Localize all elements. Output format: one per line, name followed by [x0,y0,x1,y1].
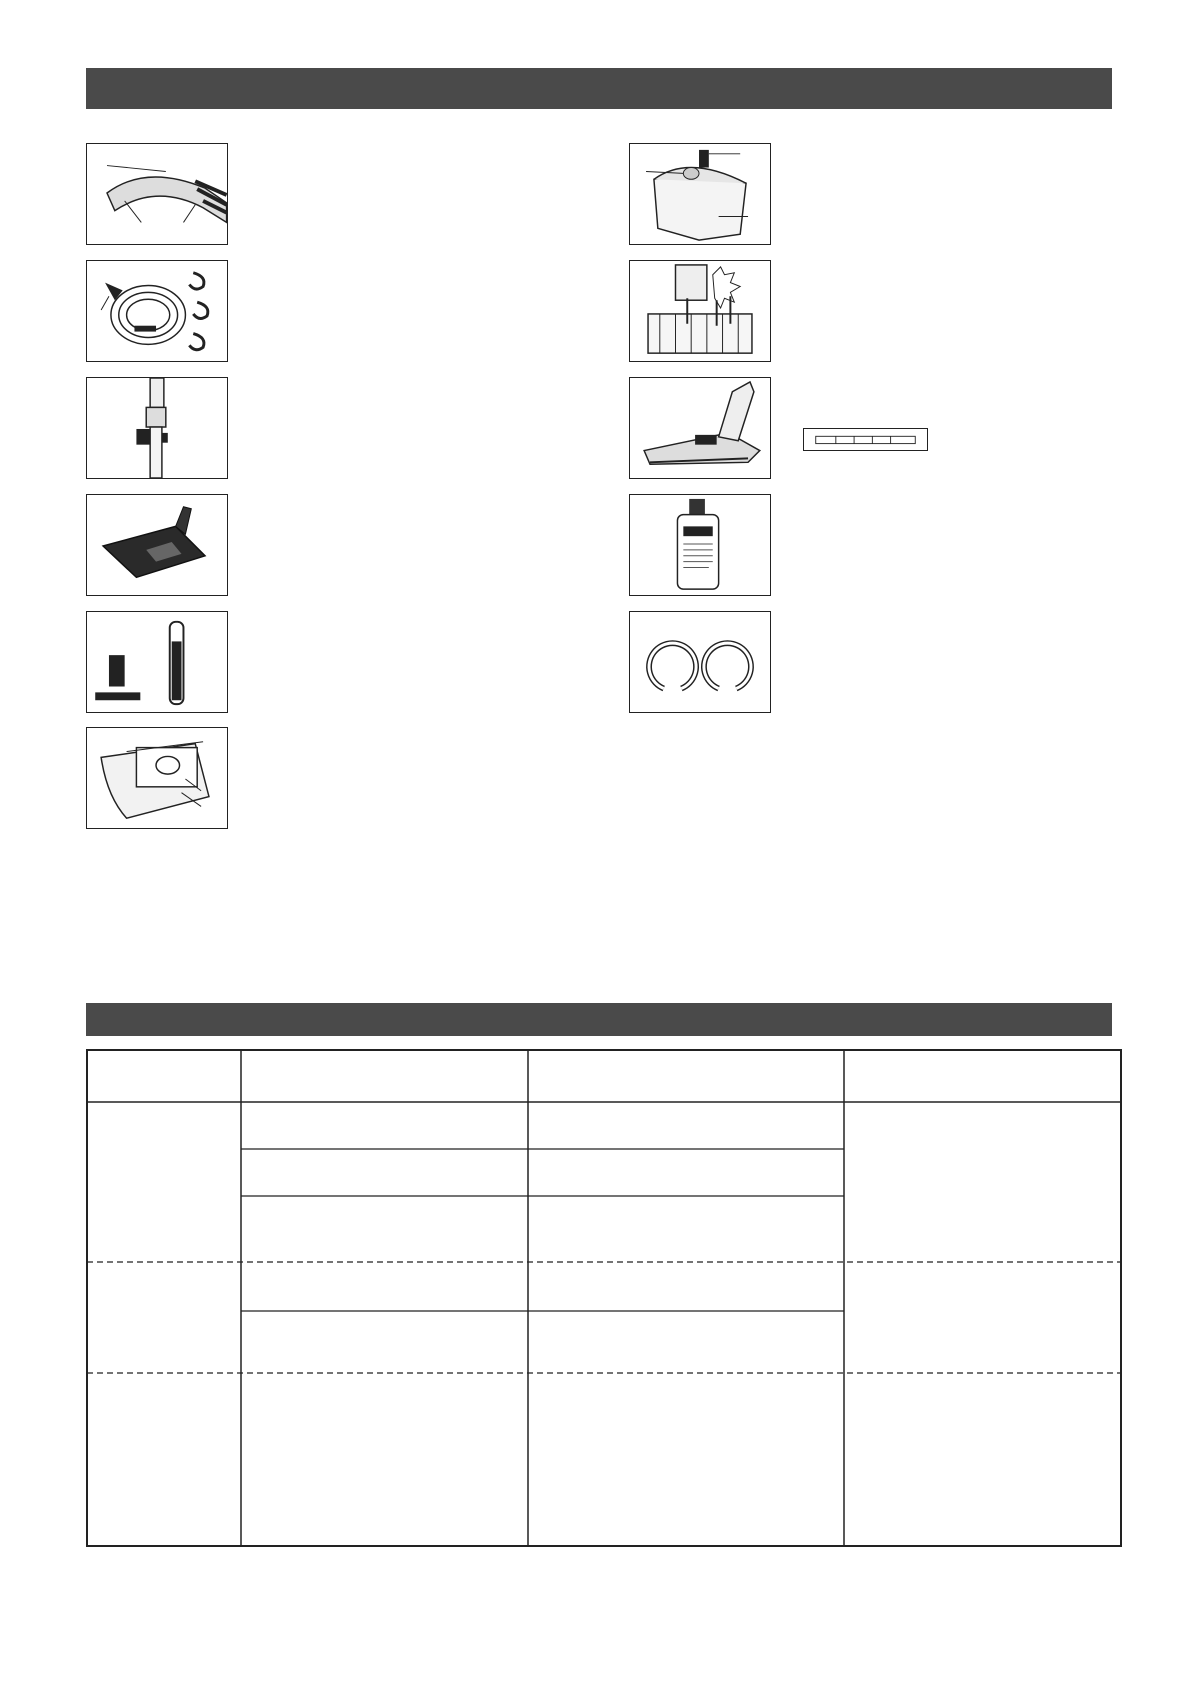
filter-cartridge-icon [629,260,771,362]
wash-nozzle-icon [629,377,771,479]
upholstery-and-crevice-nozzle-icon [86,611,228,713]
water-tank-icon [629,143,771,245]
nozzle-insert-strip-icon [803,428,928,451]
hose-clip-rings-icon [629,611,771,713]
power-cord-clips-icon [86,260,228,362]
telescopic-tube-icon [86,377,228,479]
accessories-header-bar [86,68,1112,109]
hose-handle-icon [86,143,228,245]
dust-bag-icon [86,727,228,829]
troubleshooting-header-bar [86,1003,1112,1036]
floor-nozzle-icon [86,494,228,596]
troubleshooting-table [86,1049,1122,1547]
detergent-bottle-icon [629,494,771,596]
